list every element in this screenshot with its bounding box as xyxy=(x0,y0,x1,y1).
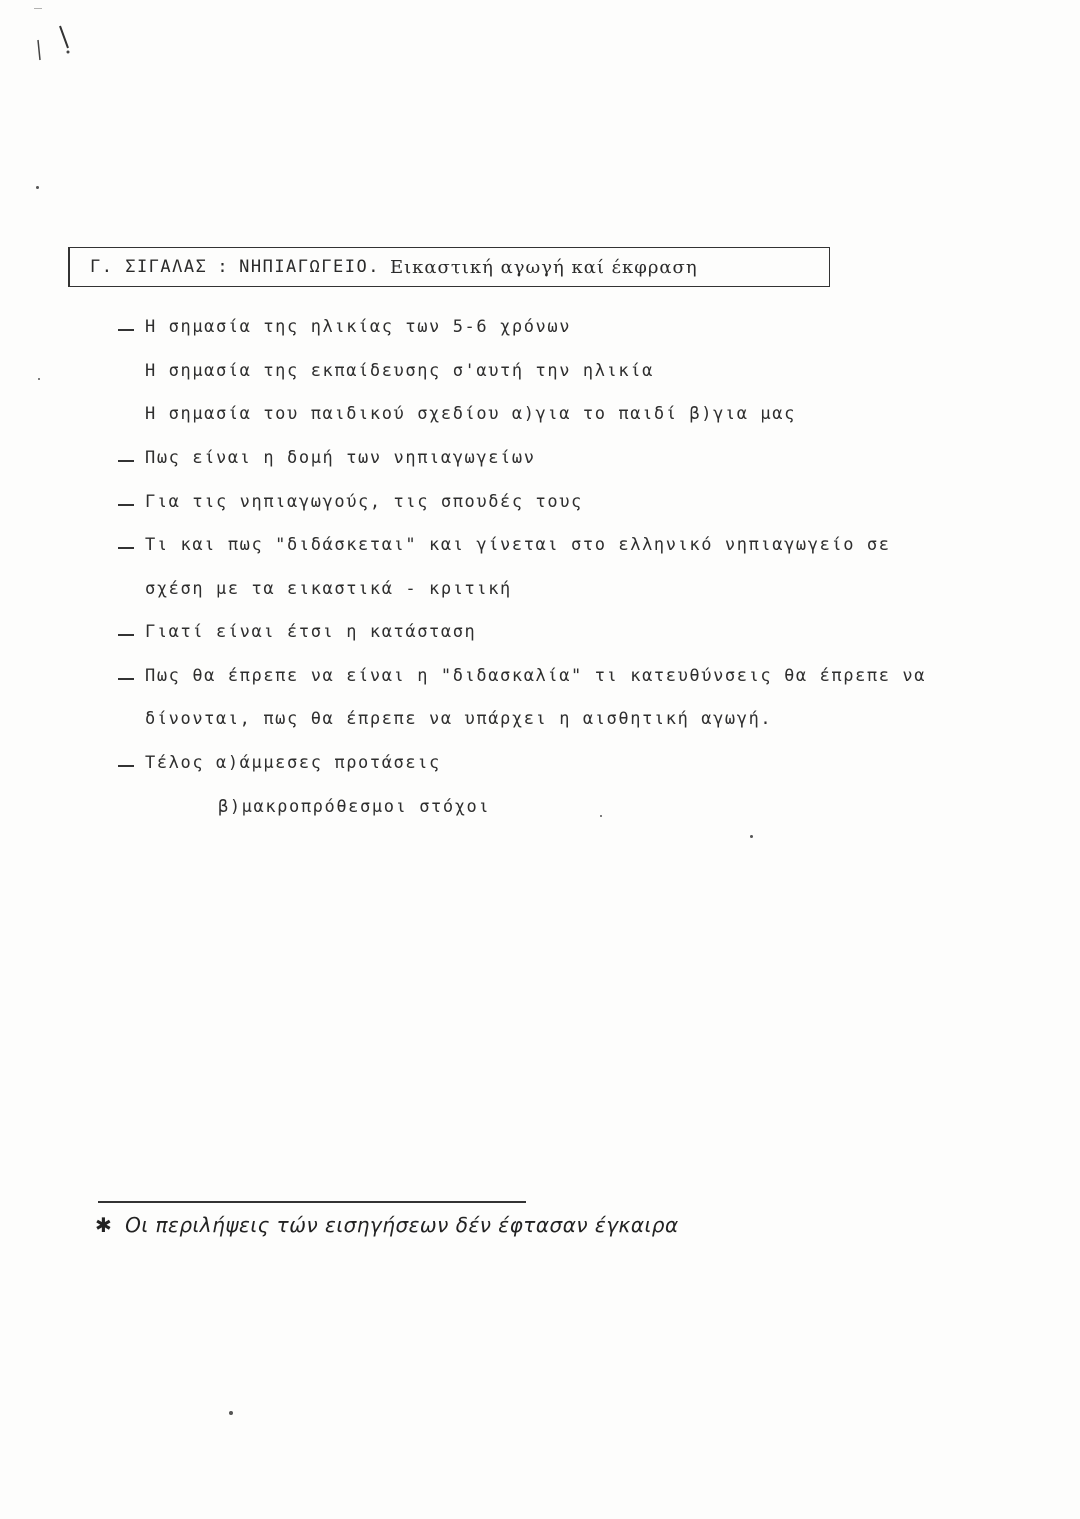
institution-name: ΝΗΠΙΑΓΩΓΕΙΟ. xyxy=(239,257,380,277)
outline-item: Η σημασία του παιδικού σχεδίου α)για το παιδί β)για μας xyxy=(145,404,796,424)
outline-item: Πως είναι η δομή των νηπιαγωγείων xyxy=(145,448,536,468)
scan-speck xyxy=(36,186,39,189)
outline-item: σχέση με τα εικαστικά - κριτική xyxy=(145,579,512,599)
bullet-dash xyxy=(118,765,134,767)
title-separator: : xyxy=(217,257,230,277)
outline-item: β)μακροπρόθεσμοι στόχοι xyxy=(218,797,491,817)
scan-artifact-mark xyxy=(30,8,90,78)
scan-speck xyxy=(38,378,40,380)
scan-speck xyxy=(600,815,602,817)
bullet-dash xyxy=(118,460,134,462)
outline-item: Για τις νηπιαγωγούς, τις σπουδές τους xyxy=(145,492,583,512)
footnote-marker: ✱ xyxy=(95,1213,113,1237)
document-title-box xyxy=(68,247,830,287)
scan-speck xyxy=(750,835,753,838)
bullet-dash xyxy=(118,329,134,331)
document-subject: Εικαστική αγωγή καί έκφραση xyxy=(389,256,698,278)
footnote-text: Οι περιλήψεις τών εισηγήσεων δέν έφτασαν έγκαιρα xyxy=(125,1213,679,1237)
author-name: Γ. ΣΙΓΑΛΑΣ xyxy=(90,257,208,277)
bullet-dash xyxy=(118,678,134,680)
outline-item: Γιατί είναι έτσι η κατάσταση xyxy=(145,622,477,642)
outline-item: Τέλος α)άμμεσες προτάσεις xyxy=(145,753,441,773)
outline-item: Η σημασία της ηλικίας των 5-6 χρόνων xyxy=(145,317,572,337)
footnote xyxy=(95,1213,679,1237)
outline-item: Τι και πως "διδάσκεται" και γίνεται στο ελληνικό νηπιαγωγείο σε xyxy=(145,535,891,555)
scan-speck xyxy=(229,1411,233,1415)
bullet-dash xyxy=(118,547,134,549)
bullet-dash xyxy=(118,504,134,506)
footnote-rule xyxy=(98,1201,526,1203)
outline-item: Πως θα έπρεπε να είναι η "διδασκαλία" τι κατευθύνσεις θα έπρεπε να xyxy=(145,666,927,686)
outline-item: Η σημασία της εκπαίδευσης σ'αυτή την ηλικία xyxy=(145,361,654,381)
bullet-dash xyxy=(118,634,134,636)
outline-item: δίνονται, πως θα έπρεπε να υπάρχει η αισθητική αγωγή. xyxy=(145,709,773,729)
